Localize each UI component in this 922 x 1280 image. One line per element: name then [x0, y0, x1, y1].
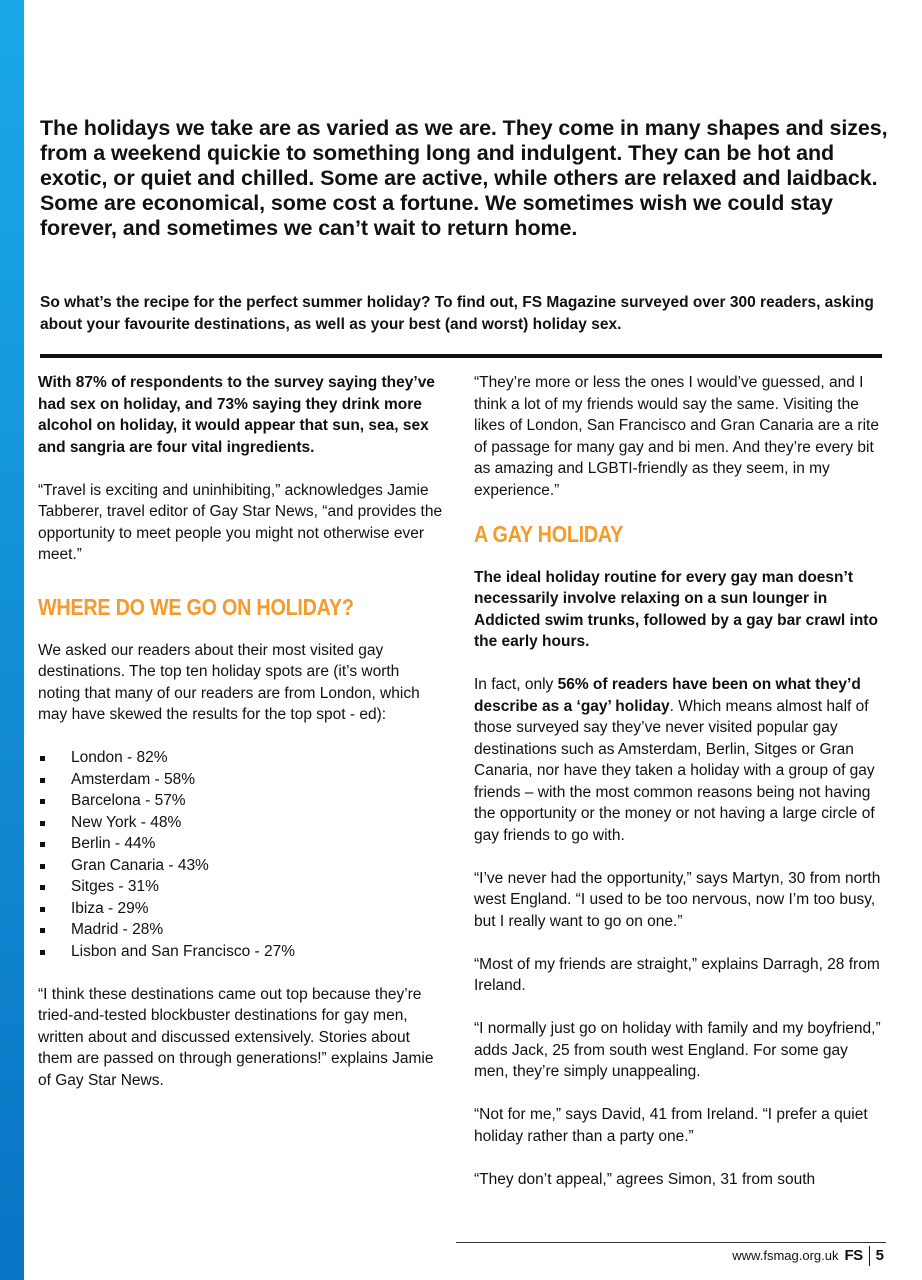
page-number: 5	[875, 1247, 884, 1264]
right-paragraph-2	[474, 674, 886, 846]
list-item: Amsterdam - 58%	[38, 769, 443, 791]
left-paragraph-3: “I think these destinations came out top because they’re tried-and-tested blockbuster destinations for gay men, written about and discussed extensively. Stories about them are passed on through generations!” explains Jamie of Gay Star News.	[38, 985, 434, 1089]
left-paragraph-2: We asked our readers about their most visited gay destinations. The top ten holiday spots are (it’s worth noting that many of our readers are from London, which may have skewed the results for the top spot - ed):	[38, 641, 420, 723]
list-item: Berlin - 44%	[38, 833, 443, 855]
list-item: New York - 48%	[38, 812, 443, 834]
right-paragraph-7: “They don’t appeal,” agrees Simon, 31 from south	[474, 1170, 816, 1188]
para2-bold: 56% of readers have been on what they’d describe as a ‘gay’ holiday	[474, 676, 861, 715]
sub-intro-paragraph: So what’s the recipe for the perfect summer holiday? To find out, FS Magazine surveyed over 300 readers, asking about your favourite destinations, as well as your best (and worst) holiday sex.	[40, 294, 874, 333]
fs-logo: FS	[844, 1247, 863, 1264]
right-paragraph-5: “I normally just go on holiday with family and my boyfriend,” adds Jack, 25 from south west England. For some gay men, they’re simply unappealing.	[474, 1020, 881, 1080]
intro-paragraph: The holidays we take are as varied as we are. They come in many shapes and sizes, from a weekend quickie to something long and indulgent. They can be hot and exotic, or quiet and chilled. Some are active, while others are relaxed and laidback. Some are economical, some cost a fortune. We sometimes wish we could stay forever, and sometimes we can’t wait to return home.	[40, 116, 888, 240]
footer-divider	[456, 1242, 886, 1243]
left-lead-paragraph: With 87% of respondents to the survey saying they’ve had sex on holiday, and 73% saying they drink more alcohol on holiday, it would appear that sun, sea, sex and sangria are four vital ingredients.	[38, 374, 435, 456]
para2-end: . Which means almost half of those surveyed say they’ve never visited popular gay destinations such as Amsterdam, Berlin, Sitges or Gran Canaria, nor have they taken a holiday with a group of gay friends – with the most common reasons being not having the opportunity or the money or not having a large circle of gay friends to go with.	[474, 697, 875, 844]
left-column	[38, 372, 443, 1113]
list-item: Madrid - 28%	[38, 919, 443, 941]
heading-a-gay-holiday: A GAY HOLIDAY	[474, 520, 624, 547]
section-divider	[40, 354, 882, 358]
right-paragraph-4: “Most of my friends are straight,” explains Darragh, 28 from Ireland.	[474, 955, 880, 994]
para2-start: In fact, only	[474, 676, 558, 693]
footer-url[interactable]: www.fsmag.org.uk	[732, 1248, 839, 1263]
list-item: Sitges - 31%	[38, 876, 443, 898]
list-item: Lisbon and San Francisco - 27%	[38, 941, 443, 963]
destination-list	[38, 747, 443, 962]
list-item: Ibiza - 29%	[38, 898, 443, 920]
right-lead-paragraph: The ideal holiday routine for every gay man doesn’t necessarily involve relaxing on a sun lounger in Addicted swim trunks, followed by a gay bar crawl into the early hours.	[474, 568, 878, 650]
footer-separator	[869, 1246, 870, 1266]
left-paragraph-1: “Travel is exciting and uninhibiting,” acknowledges Jamie Tabberer, travel editor of Gay Star News, “and provides the opportunity to meet people you might not otherwise ever meet.”	[38, 481, 443, 563]
page-footer	[732, 1245, 884, 1267]
right-column	[474, 372, 886, 1212]
right-paragraph-1: “They’re more or less the ones I would’ve guessed, and I think a lot of my friends would say the same. Visiting the likes of London, San Francisco and Gran Canaria are a rite of passage for many gay and bi men. And they’re every bit as amazing and LGBTI-friendly as they seem, in my experience.”	[474, 374, 879, 499]
heading-where-do-we-go: WHERE DO WE GO ON HOLIDAY?	[38, 593, 354, 620]
right-paragraph-6: “Not for me,” says David, 41 from Ireland. “I prefer a quiet holiday rather than a party one.”	[474, 1106, 868, 1145]
right-paragraph-3: “I’ve never had the opportunity,” says Martyn, 30 from north west England. “I used to be too nervous, now I’m too busy, but I really want to go on one.”	[474, 869, 881, 930]
list-item: Gran Canaria - 43%	[38, 855, 443, 877]
list-item: London - 82%	[38, 747, 443, 769]
list-item: Barcelona - 57%	[38, 790, 443, 812]
